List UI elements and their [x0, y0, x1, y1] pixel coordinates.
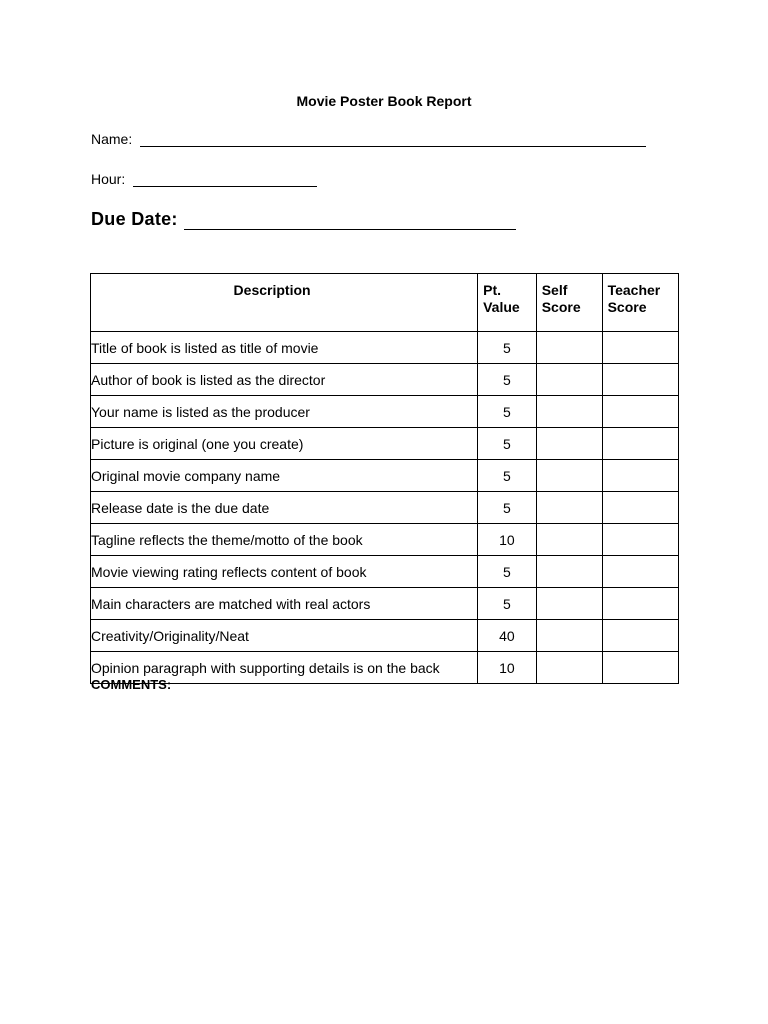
row-self-score-cell[interactable] [536, 524, 602, 556]
row-self-score-cell[interactable] [536, 396, 602, 428]
header-self-score-line2: Score [541, 299, 581, 315]
row-points: 40 [478, 620, 537, 652]
table-row [91, 588, 679, 620]
row-description: Author of book is listed as the director [91, 364, 478, 396]
row-description: Release date is the due date [91, 492, 478, 524]
row-self-score-cell[interactable] [536, 460, 602, 492]
row-self-score-cell[interactable] [536, 556, 602, 588]
row-points: 5 [478, 332, 537, 364]
row-teacher-score-cell[interactable] [602, 364, 678, 396]
row-teacher-score-cell[interactable] [602, 652, 678, 684]
row-self-score-cell[interactable] [536, 620, 602, 652]
hour-label: Hour: [91, 171, 126, 187]
name-label: Name: [91, 131, 133, 147]
row-description: Creativity/Originality/Neat [91, 620, 478, 652]
table-row [91, 556, 679, 588]
header-teacher-score-line1: Teacher [607, 282, 661, 298]
comments-label: COMMENTS: [91, 677, 172, 692]
name-field [91, 131, 646, 147]
header-pt-value [478, 274, 537, 332]
table-row [91, 524, 679, 556]
table-row [91, 492, 679, 524]
header-pt-value-line1: Pt. [483, 282, 501, 298]
header-self-score [536, 274, 602, 332]
row-teacher-score-cell[interactable] [602, 460, 678, 492]
row-description: Opinion paragraph with supporting details is on the back [91, 652, 478, 684]
table-row [91, 620, 679, 652]
name-blank-line [140, 132, 646, 147]
row-points: 5 [478, 428, 537, 460]
row-points: 5 [478, 492, 537, 524]
due-date-label: Due Date: [91, 209, 178, 229]
table-row [91, 428, 679, 460]
table-row [91, 460, 679, 492]
row-points: 5 [478, 396, 537, 428]
row-self-score-cell[interactable] [536, 492, 602, 524]
row-teacher-score-cell[interactable] [602, 492, 678, 524]
row-description: Tagline reflects the theme/motto of the book [91, 524, 478, 556]
table-row [91, 652, 679, 684]
row-points: 5 [478, 556, 537, 588]
rubric-table [90, 273, 679, 684]
due-date-blank-line [184, 211, 516, 230]
row-self-score-cell[interactable] [536, 652, 602, 684]
header-teacher-score [602, 274, 678, 332]
table-row [91, 396, 679, 428]
table-row [91, 332, 679, 364]
table-row [91, 364, 679, 396]
row-teacher-score-cell[interactable] [602, 428, 678, 460]
row-points: 5 [478, 460, 537, 492]
header-self-score-line1: Self [541, 282, 568, 298]
header-description: Description [91, 274, 478, 332]
row-teacher-score-cell[interactable] [602, 524, 678, 556]
row-points: 5 [478, 588, 537, 620]
row-description: Main characters are matched with real actors [91, 588, 478, 620]
header-teacher-score-line2: Score [607, 299, 647, 315]
rubric-header-row [91, 274, 679, 332]
row-description: Title of book is listed as title of movie [91, 332, 478, 364]
page-title: Movie Poster Book Report [296, 93, 472, 109]
row-teacher-score-cell[interactable] [602, 556, 678, 588]
row-description: Original movie company name [91, 460, 478, 492]
hour-field [91, 171, 317, 187]
row-self-score-cell[interactable] [536, 364, 602, 396]
row-points: 10 [478, 652, 537, 684]
row-description: Your name is listed as the producer [91, 396, 478, 428]
header-pt-value-line2: Value [483, 299, 520, 315]
row-teacher-score-cell[interactable] [602, 396, 678, 428]
row-self-score-cell[interactable] [536, 428, 602, 460]
row-self-score-cell[interactable] [536, 332, 602, 364]
row-teacher-score-cell[interactable] [602, 588, 678, 620]
row-self-score-cell[interactable] [536, 588, 602, 620]
row-points: 10 [478, 524, 537, 556]
row-description: Picture is original (one you create) [91, 428, 478, 460]
row-teacher-score-cell[interactable] [602, 620, 678, 652]
hour-blank-line [133, 172, 317, 187]
due-date-field [91, 209, 516, 230]
row-points: 5 [478, 364, 537, 396]
row-teacher-score-cell[interactable] [602, 332, 678, 364]
row-description: Movie viewing rating reflects content of book [91, 556, 478, 588]
